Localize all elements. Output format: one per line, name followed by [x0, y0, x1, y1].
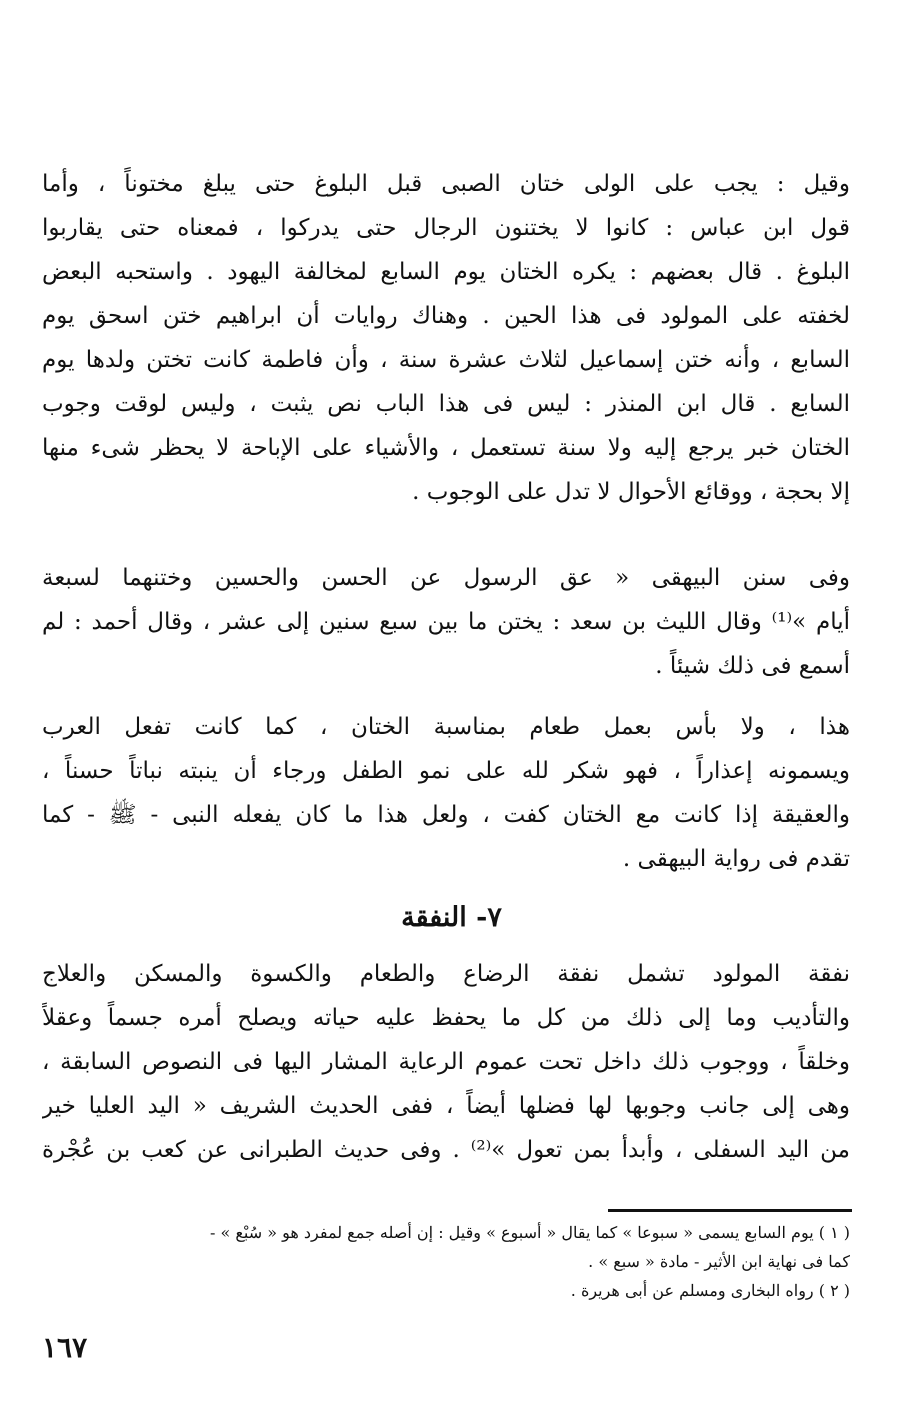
footnote-line: كما فى نهاية ابن الأثير - مادة « سبع » .	[588, 1252, 850, 1271]
text-line: من اليد السفلى ، وأبدأ بمن تعول »⁽²⁾ . وفى حديث الطبرانى عن كعب بن عُجْرة	[42, 1137, 850, 1163]
text-line: والتأديب وما إلى ذلك من كل ما يحفظ عليه حياته ويصلح أمره جسماً وعقلاً	[42, 1005, 850, 1031]
section-heading: ٧- النفقة	[401, 902, 502, 933]
text-line: السابع ، وأنه ختن إسماعيل لثلاث عشرة سنة ، وأن فاطمة كانت تختن ولدها يوم	[42, 347, 850, 373]
text-line: هذا ، ولا بأس بعمل طعام بمناسبة الختان ، كما كانت تفعل العرب	[42, 714, 850, 740]
text-line: قول ابن عباس : كانوا لا يختنون الرجال حتى يدركوا ، فمعناه حتى يقاربوا	[42, 215, 850, 241]
text-line: البلوغ . قال بعضهم : يكره الختان يوم السابع لمخالفة اليهود . واستحبه البعض	[42, 259, 850, 285]
text-line: والعقيقة إذا كانت مع الختان كفت ، ولعل هذا ما كان يفعله النبى - ﷺ - كما	[42, 802, 850, 828]
text-line: نفقة المولود تشمل نفقة الرضاع والطعام والكسوة والمسكن والعلاج	[42, 961, 850, 987]
footnotes	[42, 1218, 850, 1305]
paragraph-circumcision-feast	[42, 705, 850, 881]
text-line: وفى سنن البيهقى « عق الرسول عن الحسن والحسين وختنهما لسبعة	[42, 565, 850, 591]
text-line: أسمع فى ذلك شيئاً .	[655, 653, 850, 679]
paragraph-circumcision-timing	[42, 162, 850, 514]
page-number: ١٦٧	[42, 1331, 88, 1364]
text-line: أيام »⁽¹⁾ وقال الليث بن سعد : يختن ما بين سبع سنين إلى عشر ، وقال أحمد : لم	[42, 609, 850, 635]
text-line: الختان خبر يرجع إليه ولا سنة تستعمل ، والأشياء على الإباحة لا يحظر شىء منها	[42, 435, 850, 461]
text-line: وخلقاً ، ووجوب ذلك داخل تحت عموم الرعاية المشار اليها فى النصوص السابقة ،	[42, 1049, 850, 1075]
text-line: وهى إلى جانب وجوبها لها فضلها أيضاً ، ففى الحديث الشريف « اليد العليا خير	[42, 1093, 850, 1119]
text-line: وقيل : يجب على الولى ختان الصبى قبل البلوغ حتى يبلغ مختوناً ، وأما	[42, 171, 850, 197]
text-line: السابع . قال ابن المنذر : ليس فى هذا الباب نص يثبت ، وليس لوقت وجوب	[42, 391, 850, 417]
footnote-separator	[608, 1209, 852, 1212]
text-line: ويسمونه إعذاراً ، فهو شكر لله على نمو الطفل ورجاء أن ينبته نباتاً حسناً ،	[42, 758, 850, 784]
text-line: لخفته على المولود فى هذا الحين . وهناك روايات أن ابراهيم ختن اسحق يوم	[42, 303, 850, 329]
footnote-line: ( ٢ ) رواه البخارى ومسلم عن أبى هريرة .	[570, 1281, 850, 1300]
text-line: تقدم فى رواية البيهقى .	[622, 846, 850, 872]
footnote-line: ( ١ ) يوم السابع يسمى « سبوعا » كما يقال « أسبوع » وقيل : إن أصله جمع لمفرد هو « سُبْع » -	[210, 1223, 850, 1242]
paragraph-bayhaqi-narration	[42, 556, 850, 688]
text-line: إلا بحجة ، ووقائع الأحوال لا تدل على الوجوب .	[412, 479, 850, 505]
paragraph-child-maintenance	[42, 952, 850, 1172]
